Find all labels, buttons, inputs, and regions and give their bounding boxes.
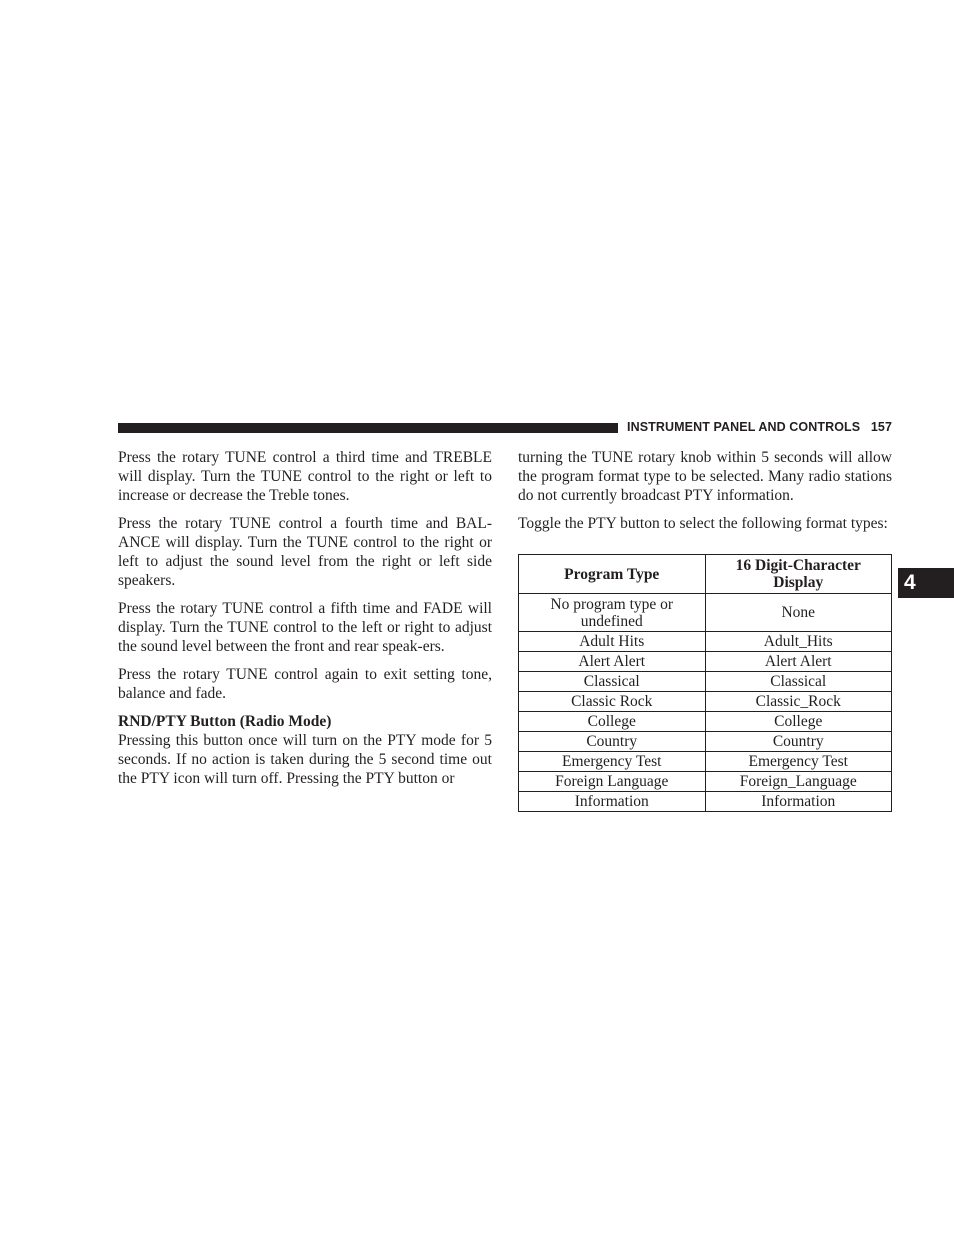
table-cell: Foreign Language: [519, 772, 706, 792]
table-cell: Country: [705, 732, 892, 752]
table-cell: Classical: [519, 672, 706, 692]
table-row: [519, 732, 892, 752]
paragraph-pty-continued: turning the TUNE rotary knob within 5 seconds will allow the program format type to be selected. Many radio stations do not currently broadcast PTY information.: [518, 449, 892, 504]
table-cell: Adult_Hits: [705, 632, 892, 652]
table-row: [519, 632, 892, 652]
table-row: [519, 772, 892, 792]
section-title: INSTRUMENT PANEL AND CONTROLS: [627, 420, 861, 434]
table-row: [519, 692, 892, 712]
table-row: [519, 594, 892, 632]
right-column: [518, 448, 892, 542]
table-row: [519, 792, 892, 812]
chapter-tab: 4: [898, 568, 954, 598]
paragraph-fade: Press the rotary TUNE control a fifth time and FADE will display. Turn the TUNE control to the left or right to adjust the sound level between the front and rear speak-ers.: [118, 600, 492, 655]
program-type-table: [518, 554, 892, 812]
table-cell: Classic_Rock: [705, 692, 892, 712]
paragraph-toggle: Toggle the PTY button to select the following format types:: [518, 515, 888, 532]
table-cell: Information: [519, 792, 706, 812]
section-heading: RND/PTY Button (Radio Mode): [118, 713, 332, 730]
table-row: [519, 712, 892, 732]
paragraph-exit: Press the rotary TUNE control again to exit setting tone, balance and fade.: [118, 666, 492, 702]
table-row: [519, 752, 892, 772]
page-number: 157: [870, 420, 892, 434]
table-cell: Alert Alert: [519, 652, 706, 672]
column-header-display: 16 Digit-Character Display: [705, 555, 892, 594]
table-cell: Classic Rock: [519, 692, 706, 712]
table-cell: Adult Hits: [519, 632, 706, 652]
table-cell: Classical: [705, 672, 892, 692]
running-header: [627, 420, 892, 434]
left-column: [118, 448, 492, 788]
column-header-program-type: Program Type: [519, 555, 706, 594]
paragraph-balance: Press the rotary TUNE control a fourth time and BAL-ANCE will display. Turn the TUNE control to the right or left to adjust the sound level from the right or left side speakers.: [118, 515, 492, 589]
table-cell: Country: [519, 732, 706, 752]
paragraph-treble: Press the rotary TUNE control a third time and TREBLE will display. Turn the TUNE control to the right or left to increase or decrease the Treble tones.: [118, 449, 492, 504]
table-cell: Foreign_Language: [705, 772, 892, 792]
table-cell: None: [705, 594, 892, 632]
table-cell: College: [705, 712, 892, 732]
table-row: [519, 672, 892, 692]
header-rule: [118, 423, 618, 433]
table-row: [519, 652, 892, 672]
table-cell: Alert Alert: [705, 652, 892, 672]
table-cell: No program type or undefined: [519, 594, 706, 632]
table-header-row: [519, 555, 892, 594]
table-cell: Emergency Test: [519, 752, 706, 772]
table-cell: Emergency Test: [705, 752, 892, 772]
table-cell: Information: [705, 792, 892, 812]
paragraph-pty: Pressing this button once will turn on the PTY mode for 5 seconds. If no action is taken during the 5 second time out the PTY icon will turn off. Pressing the PTY button or: [118, 732, 492, 787]
table-cell: College: [519, 712, 706, 732]
